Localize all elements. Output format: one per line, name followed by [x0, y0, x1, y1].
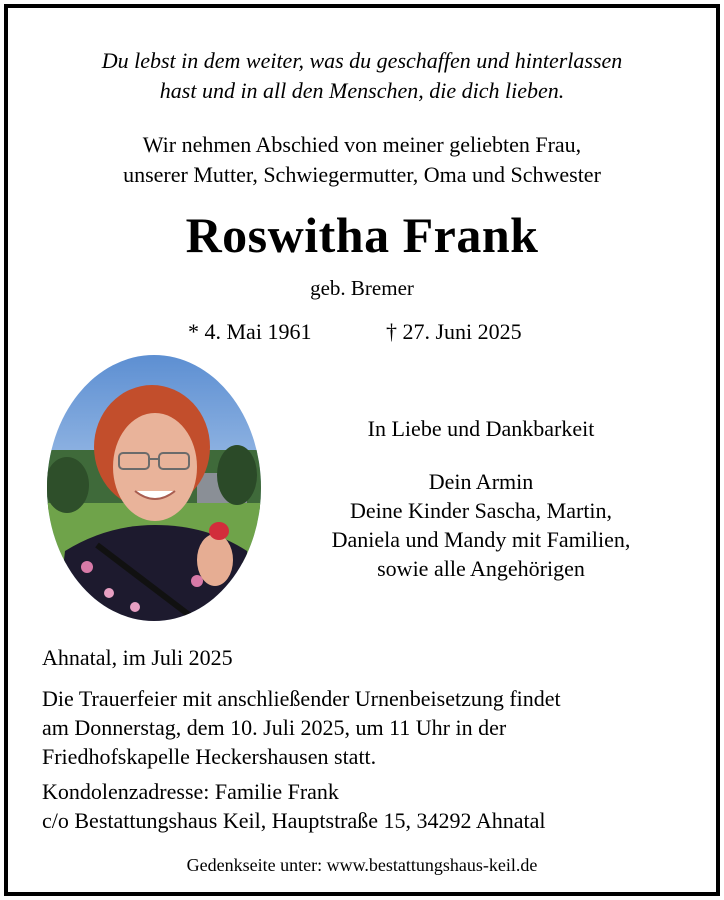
place-date: Ahnatal, im Juli 2025 — [42, 645, 233, 670]
mourner-line: Daniela und Mandy mit Familien, — [331, 527, 631, 552]
condolence-line: c/o Bestattungshaus Keil, Hauptstraße 15, 34292 Ahnatal — [42, 808, 546, 833]
farewell-text — [8, 130, 716, 190]
death-date: † 27. Juni 2025 — [386, 319, 522, 344]
condolence-address — [42, 777, 682, 835]
obituary-notice — [4, 4, 720, 896]
mourners-intro: In Liebe und Dankbarkeit — [367, 416, 595, 441]
service-line: Die Trauerfeier mit anschließender Urnenbeisetzung findet — [42, 686, 561, 711]
mourner-line: Deine Kinder Sascha, Martin, — [349, 498, 613, 523]
service-line: Friedhofskapelle Heckershausen statt. — [42, 744, 377, 769]
quote-line-2: hast und in all den Menschen, die dich lieben. — [159, 78, 565, 103]
mourner-line: Dein Armin — [428, 469, 534, 494]
maiden-name: geb. Bremer — [310, 276, 414, 300]
funeral-service-info — [42, 684, 682, 771]
birth-date: * 4. Mai 1961 — [188, 319, 312, 344]
condolence-line: Kondolenzadresse: Familie Frank — [42, 779, 339, 804]
service-line: am Donnerstag, dem 10. Juli 2025, um 11 Uhr in der — [42, 715, 507, 740]
farewell-line-1: Wir nehmen Abschied von meiner geliebten Frau, — [142, 132, 582, 157]
memorial-page-link[interactable]: Gedenkseite unter: www.bestattungshaus-keil.de — [186, 855, 538, 875]
quote-line-1: Du lebst in dem weiter, was du geschaffen und hinterlassen — [101, 48, 623, 73]
mourners-list — [304, 467, 658, 583]
memorial-quote — [8, 46, 716, 106]
mourner-line: sowie alle Angehörigen — [377, 556, 585, 581]
portrait-photo — [47, 355, 261, 621]
deceased-name: Roswitha Frank — [185, 207, 539, 263]
farewell-line-2: unserer Mutter, Schwiegermutter, Oma und Schwester — [123, 162, 601, 187]
